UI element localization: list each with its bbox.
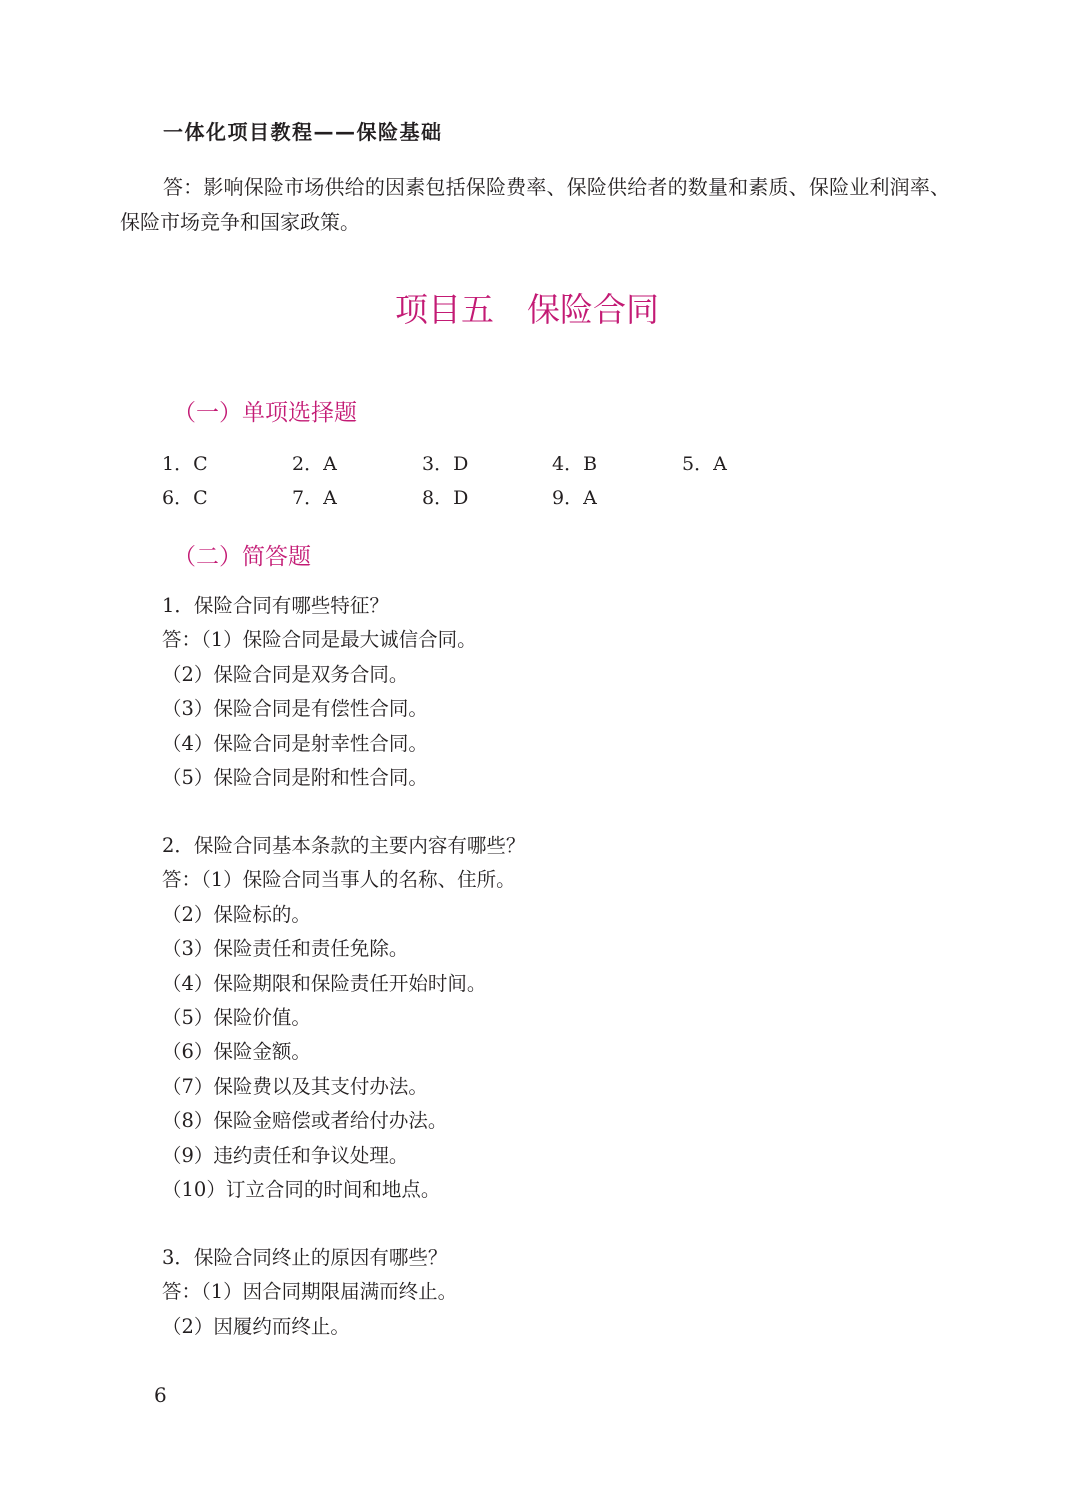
answer-line: （4）保险合同是射幸性合同。 xyxy=(162,731,428,755)
answer-line: 答：（1）保险合同是最大诚信合同。 xyxy=(162,628,477,652)
answer-line: （2）因履约而终止。 xyxy=(162,1314,350,1338)
question-text: 1．保险合同有哪些特征？ xyxy=(162,594,389,617)
answer-line: （3）保险责任和责任免除。 xyxy=(162,937,409,961)
answer-line: （2）保险合同是双务合同。 xyxy=(162,662,409,686)
section-heading-multiple-choice: （一）单项选择题 xyxy=(173,400,357,426)
running-head: 一体化项目教程——保险基础 xyxy=(163,120,443,144)
answer-key-item: 1．C xyxy=(162,453,208,475)
answer-key-item: 5．A xyxy=(682,453,727,475)
answer-line: 答：（1）因合同期限届满而终止。 xyxy=(162,1280,458,1304)
answer-key-grid xyxy=(162,449,812,517)
question-text: 3．保险合同终止的原因有哪些？ xyxy=(162,1246,448,1269)
answer-line: 答：（1）保险合同当事人的名称、住所。 xyxy=(162,868,516,892)
answer-line: （6）保险金额。 xyxy=(162,1040,311,1064)
question-text: 2．保险合同基本条款的主要内容有哪些？ xyxy=(162,834,526,857)
answer-key-item: 3．D xyxy=(422,453,469,475)
answer-line: （5）保险合同是附和性合同。 xyxy=(162,766,428,790)
answer-key-item: 6．C xyxy=(162,487,208,509)
answer-line: （3）保险合同是有偿性合同。 xyxy=(162,697,428,721)
answer-line: （10）订立合同的时间和地点。 xyxy=(162,1178,441,1202)
answer-line: （8）保险金赔偿或者给付办法。 xyxy=(162,1109,448,1133)
answer-key-item: 7．A xyxy=(292,487,337,509)
section-heading-short-answer: （二）简答题 xyxy=(173,544,311,570)
chapter-title: 项目五 保险合同 xyxy=(395,290,659,329)
answer-line: （7）保险费以及其支付办法。 xyxy=(162,1074,428,1098)
intro-paragraph: 答：影响保险市场供给的因素包括保险费率、保险供给者的数量和素质、保险业利润率、保险市场竞争和国家政策。 xyxy=(120,175,950,234)
answer-line: （5）保险价值。 xyxy=(162,1006,311,1030)
question-block xyxy=(162,829,525,1207)
answer-key-item: 8．D xyxy=(422,487,469,509)
question-block xyxy=(162,1241,457,1344)
page-number: 6 xyxy=(154,1383,167,1407)
question-block xyxy=(162,589,477,795)
answer-key-item: 4．B xyxy=(552,453,598,475)
answer-key-item: 2．A xyxy=(292,453,337,475)
answer-key-item: 9．A xyxy=(552,487,597,509)
answer-line: （9）违约责任和争议处理。 xyxy=(162,1143,409,1167)
answer-line: （2）保险标的。 xyxy=(162,902,311,926)
answer-line: （4）保险期限和保险责任开始时间。 xyxy=(162,971,487,995)
